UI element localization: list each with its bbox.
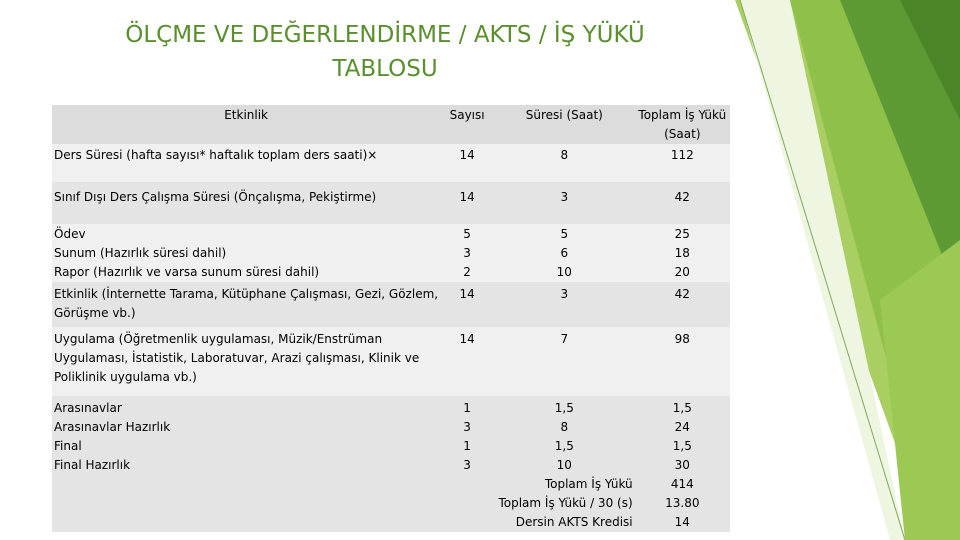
total-cell: [635, 396, 730, 475]
summary-row: [52, 475, 730, 494]
summary-row: [52, 494, 730, 513]
activity-line: Arasınavlar Hazırlık: [54, 420, 171, 434]
duration-line: 6: [560, 246, 569, 260]
summary-label: Toplam İş Yükü: [52, 475, 635, 494]
dark-green-triangle: [840, 0, 960, 300]
activity-line: Final Hazırlık: [54, 458, 131, 472]
summary-value: 414: [635, 475, 730, 494]
page-title: [60, 18, 710, 86]
summary-label: Toplam İş Yükü / 30 (s): [52, 494, 635, 513]
duration-line: 5: [560, 227, 569, 241]
activity-cell: Uygulama (Öğretmenlik uygulaması, Müzik/Enstrüman Uygulaması, İstatistik, Laboratuvar, Arazi çalışması, Klinik ve Poliklinik uygulama vb.): [52, 327, 440, 396]
summary-value: 13.80: [635, 494, 730, 513]
total-line: 1,5: [672, 401, 692, 415]
header-activity: Etkinlik: [52, 105, 440, 144]
activity-line: Final: [54, 439, 82, 453]
count-cell: 14: [440, 182, 494, 224]
duration-line: 10: [556, 458, 572, 472]
workload-table: [52, 105, 730, 532]
duration-cell: 7: [494, 327, 635, 396]
activity-line: Arasınavlar: [54, 401, 122, 415]
count-line: 1: [463, 439, 471, 453]
total-line: 20: [674, 265, 690, 279]
activity-line: Rapor (Hazırlık ve varsa sunum süresi dahil): [54, 265, 320, 279]
count-line: 3: [463, 420, 471, 434]
table-row: [52, 182, 730, 224]
count-cell: 14: [440, 144, 494, 182]
count-line: 3: [463, 458, 471, 472]
duration-line: 1,5: [554, 439, 574, 453]
activity-line: Sunum (Hazırlık süresi dahil): [54, 246, 227, 260]
count-cell: 14: [440, 282, 494, 327]
table-header-row: [52, 105, 730, 144]
total-cell: 112: [635, 144, 730, 182]
total-line: 24: [674, 420, 690, 434]
header-duration: Süresi (Saat): [494, 105, 635, 144]
light-green-stripe: [735, 0, 960, 540]
thin-diagonal-line: [740, 0, 905, 540]
total-cell: 42: [635, 282, 730, 327]
count-cell: [440, 396, 494, 475]
total-line: 25: [674, 227, 690, 241]
count-cell: 14: [440, 327, 494, 396]
table-row: [52, 144, 730, 182]
duration-line: 8: [560, 420, 569, 434]
total-line: 1,5: [672, 439, 692, 453]
count-line: 1: [463, 401, 471, 415]
duration-cell: 3: [494, 182, 635, 224]
title-line-2: TABLOSU: [332, 56, 438, 82]
activity-cell: [52, 224, 440, 282]
summary-value: 14: [635, 513, 730, 532]
total-cell: 42: [635, 182, 730, 224]
activity-cell: Ders Süresi (hafta sayısı* haftalık toplam ders saati)×: [52, 144, 440, 182]
summary-row: [52, 513, 730, 532]
table-row: [52, 396, 730, 475]
total-cell: 98: [635, 327, 730, 396]
table-row: [52, 327, 730, 396]
summary-label: Dersin AKTS Kredisi: [52, 513, 635, 532]
duration-cell: [494, 224, 635, 282]
mid-green-stripe: [790, 0, 960, 540]
table-row: [52, 224, 730, 282]
header-count: Sayısı: [440, 105, 494, 144]
count-line: 2: [463, 265, 471, 279]
duration-cell: 3: [494, 282, 635, 327]
total-line: 18: [674, 246, 690, 260]
duration-line: 10: [556, 265, 572, 279]
title-line-1: ÖLÇME VE DEĞERLENDİRME / AKTS / İŞ YÜKÜ: [125, 22, 645, 48]
lower-green-shape: [880, 240, 960, 540]
count-line: 5: [463, 227, 471, 241]
duration-line: 1,5: [554, 401, 574, 415]
count-line: 3: [463, 246, 471, 260]
table-row: [52, 282, 730, 327]
pale-green-stripe: [740, 0, 905, 540]
activity-cell: Sınıf Dışı Ders Çalışma Süresi (Önçalışma, Pekiştirme): [52, 182, 440, 224]
activity-cell: Etkinlik (İnternette Tarama, Kütüphane Çalışması, Gezi, Gözlem, Görüşme vb.): [52, 282, 440, 327]
activity-cell: [52, 396, 440, 475]
duration-cell: [494, 396, 635, 475]
darkest-green-triangle: [900, 0, 960, 120]
activity-line: Ödev: [54, 227, 86, 241]
count-cell: [440, 224, 494, 282]
total-line: 30: [674, 458, 690, 472]
header-total: Toplam İş Yükü (Saat): [635, 105, 730, 144]
total-cell: [635, 224, 730, 282]
duration-cell: 8: [494, 144, 635, 182]
